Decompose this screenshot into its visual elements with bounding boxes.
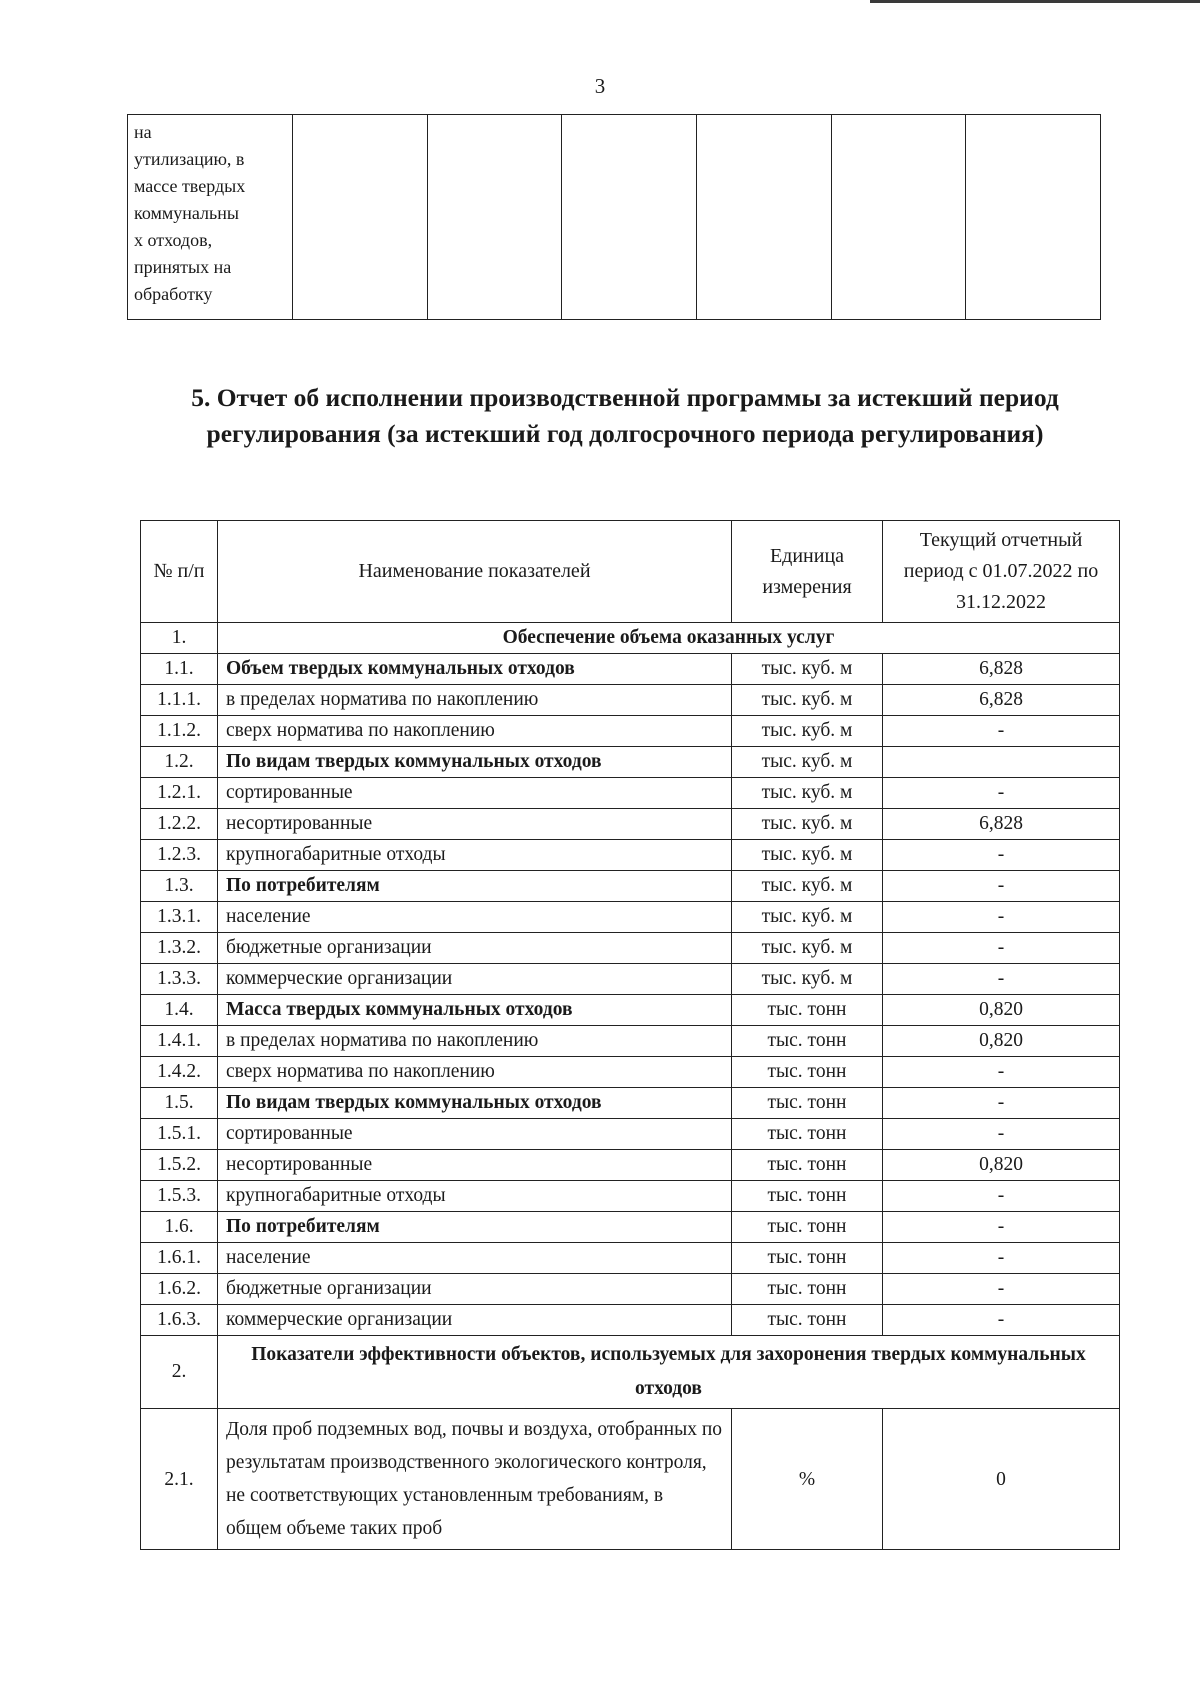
row-num: 1.4.2. <box>141 1057 218 1088</box>
header-num: № п/п <box>141 521 218 623</box>
row-value: 0,820 <box>883 1026 1120 1057</box>
row-value: - <box>883 1119 1120 1150</box>
row-num: 1.5.3. <box>141 1181 218 1212</box>
row-value: - <box>883 1057 1120 1088</box>
table-row <box>141 1274 1120 1305</box>
row-unit: тыс. тонн <box>732 1274 883 1305</box>
row-name: По потребителям <box>218 871 732 902</box>
empty-cell <box>293 115 428 320</box>
row-value: - <box>883 1305 1120 1336</box>
section-title-line-1: 5. Отчет об исполнении производственной программы за истекший период <box>191 383 1059 412</box>
row-num: 1.6.1. <box>141 1243 218 1274</box>
row-unit: тыс. куб. м <box>732 933 883 964</box>
table-row <box>141 995 1120 1026</box>
empty-cell <box>696 115 831 320</box>
row-name: Доля проб подземных вод, почвы и воздуха, отобранных по результатам производственного экологического контроля, не соответствующих установленным требованиям, в общем объеме таких проб <box>218 1409 732 1550</box>
row-num: 1.3.1. <box>141 902 218 933</box>
row-unit: тыс. куб. м <box>732 871 883 902</box>
section-title <box>140 380 1110 452</box>
row-unit: тыс. куб. м <box>732 964 883 995</box>
row-unit: тыс. тонн <box>732 1057 883 1088</box>
row-num: 1.1.2. <box>141 716 218 747</box>
table-row <box>141 1026 1120 1057</box>
row-unit: тыс. тонн <box>732 1212 883 1243</box>
row-value: - <box>883 1212 1120 1243</box>
row-name: бюджетные организации <box>218 1274 732 1305</box>
row-num: 1.3.2. <box>141 933 218 964</box>
row-unit: тыс. тонн <box>732 1243 883 1274</box>
row-num: 2.1. <box>141 1409 218 1550</box>
empty-cell <box>831 115 966 320</box>
row-name: население <box>218 902 732 933</box>
row-unit: тыс. куб. м <box>732 685 883 716</box>
row-num: 1.5.2. <box>141 1150 218 1181</box>
row-name: крупногабаритные отходы <box>218 1181 732 1212</box>
row-num: 1.1. <box>141 654 218 685</box>
section-1-num: 1. <box>141 623 218 654</box>
row-name: крупногабаритные отходы <box>218 840 732 871</box>
row-value: - <box>883 1088 1120 1119</box>
table-row <box>141 902 1120 933</box>
row-unit: тыс. тонн <box>732 1181 883 1212</box>
row-name: По видам твердых коммунальных отходов <box>218 747 732 778</box>
row-num: 1.6.2. <box>141 1274 218 1305</box>
row-2-1 <box>141 1409 1120 1550</box>
table-row <box>141 1088 1120 1119</box>
row-value: 0 <box>883 1409 1120 1550</box>
row-num: 1.3.3. <box>141 964 218 995</box>
table-row <box>141 1119 1120 1150</box>
row-num: 1.5.1. <box>141 1119 218 1150</box>
table-row <box>141 1305 1120 1336</box>
table-row <box>141 1212 1120 1243</box>
section-1-title: Обеспечение объема оказанных услуг <box>218 623 1120 654</box>
table-row <box>141 1181 1120 1212</box>
table-row <box>141 716 1120 747</box>
section-2-num: 2. <box>141 1336 218 1409</box>
row-name: По потребителям <box>218 1212 732 1243</box>
row-unit: тыс. тонн <box>732 995 883 1026</box>
row-name: сверх норматива по накоплению <box>218 716 732 747</box>
row-value <box>883 747 1120 778</box>
table-row <box>141 778 1120 809</box>
row-unit: % <box>732 1409 883 1550</box>
table-row <box>141 840 1120 871</box>
row-unit: тыс. куб. м <box>732 747 883 778</box>
row-num: 1.2.3. <box>141 840 218 871</box>
section-2-row <box>141 1336 1120 1409</box>
row-unit: тыс. куб. м <box>732 654 883 685</box>
row-value: - <box>883 933 1120 964</box>
row-unit: тыс. тонн <box>732 1305 883 1336</box>
row-unit: тыс. куб. м <box>732 840 883 871</box>
scan-edge-line <box>870 0 1200 3</box>
row-name: сортированные <box>218 1119 732 1150</box>
continuation-label: на утилизацию, в массе твердых коммунальны х отходов, принятых на обработку <box>128 115 293 320</box>
row-num: 1.2.1. <box>141 778 218 809</box>
row-value: - <box>883 871 1120 902</box>
row-num: 1.2. <box>141 747 218 778</box>
table-row <box>141 871 1120 902</box>
row-value: - <box>883 778 1120 809</box>
row-name: сортированные <box>218 778 732 809</box>
row-num: 1.6. <box>141 1212 218 1243</box>
row-value: 6,828 <box>883 654 1120 685</box>
table-row <box>141 809 1120 840</box>
row-num: 1.4.1. <box>141 1026 218 1057</box>
row-num: 1.5. <box>141 1088 218 1119</box>
row-unit: тыс. куб. м <box>732 778 883 809</box>
row-unit: тыс. тонн <box>732 1088 883 1119</box>
row-name: По видам твердых коммунальных отходов <box>218 1088 732 1119</box>
empty-cell <box>966 115 1101 320</box>
row-num: 1.1.1. <box>141 685 218 716</box>
table-row <box>141 685 1120 716</box>
row-value: 0,820 <box>883 995 1120 1026</box>
row-unit: тыс. куб. м <box>732 809 883 840</box>
table-row <box>141 964 1120 995</box>
row-name: несортированные <box>218 809 732 840</box>
row-name: коммерческие организации <box>218 1305 732 1336</box>
table-row <box>141 747 1120 778</box>
table-row <box>141 1243 1120 1274</box>
section-2-title: Показатели эффективности объектов, используемых для захоронения твердых коммунальных отходов <box>218 1336 1120 1409</box>
row-value: 6,828 <box>883 685 1120 716</box>
row-value: - <box>883 902 1120 933</box>
table-row <box>141 1150 1120 1181</box>
continuation-table <box>127 114 1101 320</box>
table-row <box>141 1057 1120 1088</box>
table-row <box>141 654 1120 685</box>
row-name: в пределах норматива по накоплению <box>218 1026 732 1057</box>
header-value: Текущий отчетный период с 01.07.2022 по 31.12.2022 <box>883 521 1120 623</box>
report-header-row <box>141 521 1120 623</box>
row-num: 1.6.3. <box>141 1305 218 1336</box>
row-name: Объем твердых коммунальных отходов <box>218 654 732 685</box>
row-value: - <box>883 1243 1120 1274</box>
table-row <box>141 933 1120 964</box>
row-name: в пределах норматива по накоплению <box>218 685 732 716</box>
row-num: 1.4. <box>141 995 218 1026</box>
row-name: несортированные <box>218 1150 732 1181</box>
row-name: Масса твердых коммунальных отходов <box>218 995 732 1026</box>
row-unit: тыс. тонн <box>732 1119 883 1150</box>
report-table <box>140 520 1120 1550</box>
row-name: сверх норматива по накоплению <box>218 1057 732 1088</box>
row-unit: тыс. тонн <box>732 1026 883 1057</box>
row-num: 1.2.2. <box>141 809 218 840</box>
header-unit: Единица измерения <box>732 521 883 623</box>
row-num: 1.3. <box>141 871 218 902</box>
row-value: - <box>883 1181 1120 1212</box>
row-unit: тыс. куб. м <box>732 902 883 933</box>
row-value: - <box>883 1274 1120 1305</box>
section-title-line-2: регулирования (за истекший год долгосрочного периода регулирования) <box>206 419 1044 448</box>
row-unit: тыс. куб. м <box>732 716 883 747</box>
row-unit: тыс. тонн <box>732 1150 883 1181</box>
continuation-row <box>128 115 1101 320</box>
row-name: население <box>218 1243 732 1274</box>
row-name: коммерческие организации <box>218 964 732 995</box>
row-value: - <box>883 840 1120 871</box>
row-value: - <box>883 964 1120 995</box>
row-value: - <box>883 716 1120 747</box>
row-value: 0,820 <box>883 1150 1120 1181</box>
section-1-row <box>141 623 1120 654</box>
header-name: Наименование показателей <box>218 521 732 623</box>
row-value: 6,828 <box>883 809 1120 840</box>
page-number: 3 <box>594 74 606 98</box>
row-name: бюджетные организации <box>218 933 732 964</box>
empty-cell <box>562 115 697 320</box>
empty-cell <box>427 115 562 320</box>
